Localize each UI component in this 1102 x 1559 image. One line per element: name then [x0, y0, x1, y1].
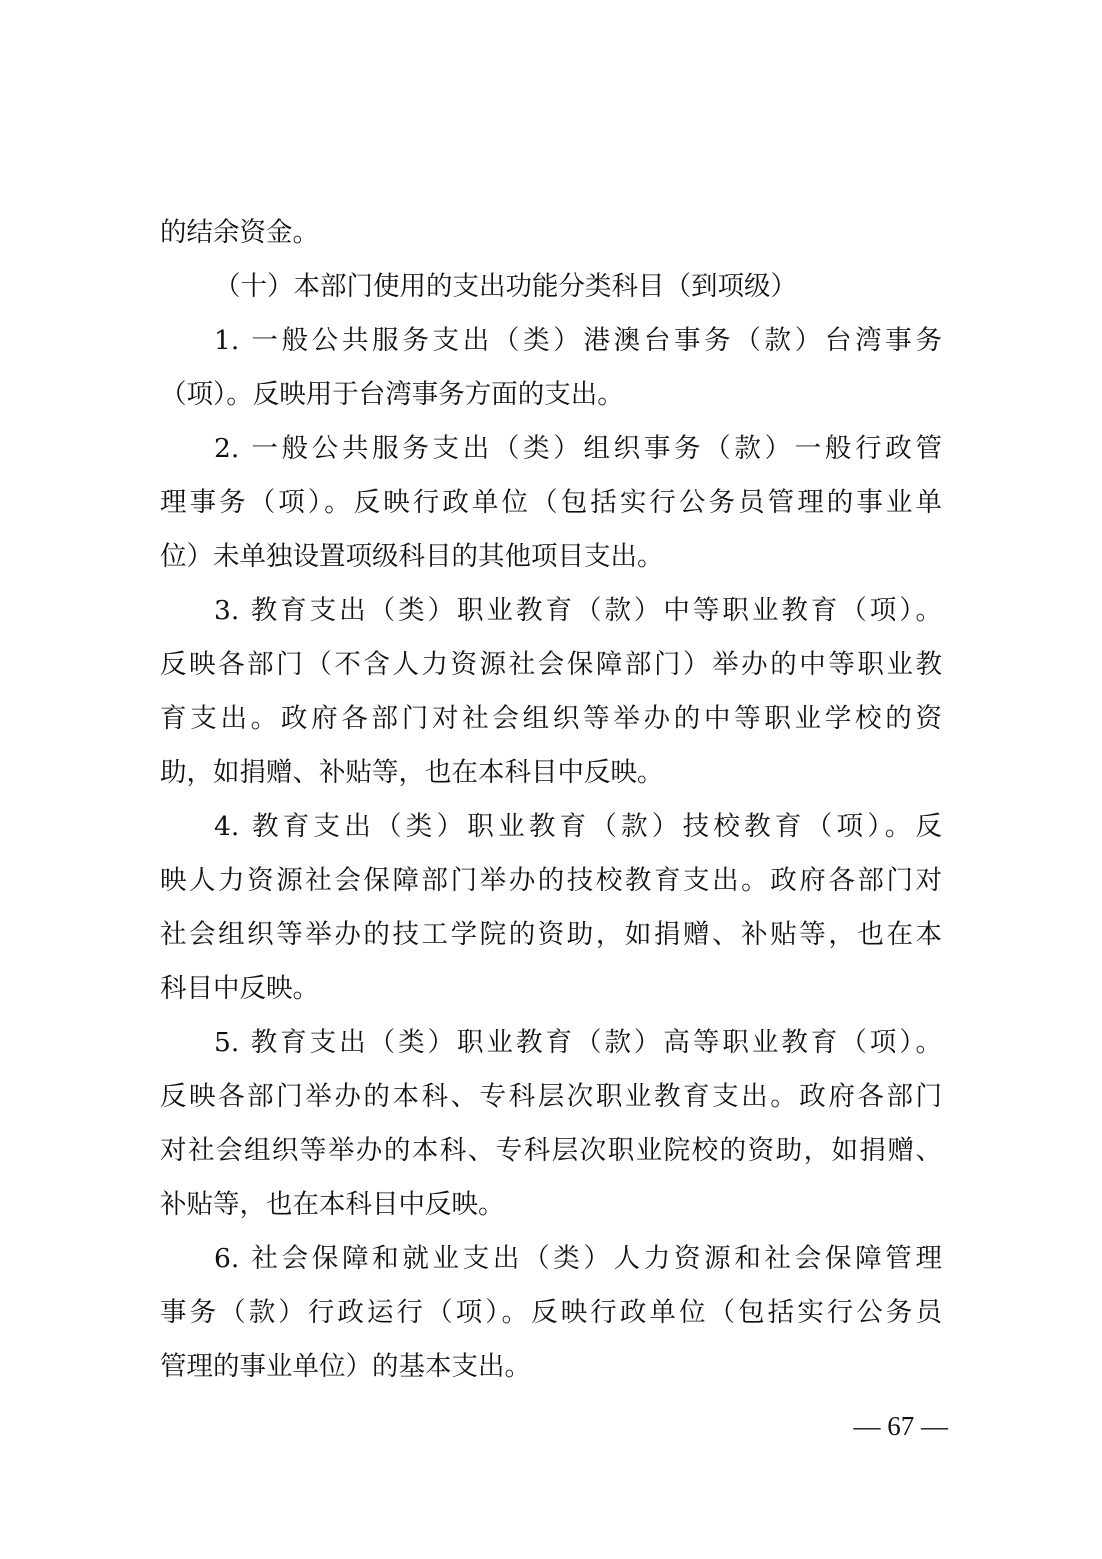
item-4-line-2: 映人力资源社会保障部门举办的技校教育支出。政府各部门对	[160, 865, 942, 896]
item-6-line-3: 管理的事业单位）的基本支出。	[160, 1351, 531, 1382]
item-2-line-3: 位）未单独设置项级科目的其他项目支出。	[160, 541, 664, 572]
page-number: — 67 —	[853, 1411, 948, 1441]
item-4-line-4: 科目中反映。	[160, 973, 319, 1004]
item-3-line-2: 反映各部门（不含人力资源社会保障部门）举办的中等职业教	[160, 649, 942, 680]
text-line-continuation: 的结余资金。	[160, 217, 319, 248]
item-3-line-4: 助，如捐赠、补贴等，也在本科目中反映。	[160, 757, 664, 788]
item-4-line-1: 4. 教育支出（类）职业教育（款）技校教育（项）。反	[214, 811, 942, 842]
item-3-line-3: 育支出。政府各部门对社会组织等举办的中等职业学校的资	[160, 703, 942, 734]
item-4-line-3: 社会组织等举办的技工学院的资助，如捐赠、补贴等，也在本	[160, 919, 942, 950]
item-2-line-2: 理事务（项）。反映行政单位（包括实行公务员管理的事业单	[160, 487, 942, 518]
item-5-line-4: 补贴等，也在本科目中反映。	[160, 1189, 505, 1220]
item-1-line-1: 1. 一般公共服务支出（类）港澳台事务（款）台湾事务	[214, 325, 942, 356]
item-1-line-2: （项）。反映用于台湾事务方面的支出。	[160, 379, 624, 410]
item-2-line-1: 2. 一般公共服务支出（类）组织事务（款）一般行政管	[214, 433, 942, 464]
item-3-line-1: 3. 教育支出（类）职业教育（款）中等职业教育（项）。	[214, 595, 942, 626]
item-5-line-3: 对社会组织等举办的本科、专科层次职业院校的资助，如捐赠、	[160, 1135, 942, 1166]
section-heading: （十）本部门使用的支出功能分类科目（到项级）	[214, 271, 797, 302]
item-5-line-1: 5. 教育支出（类）职业教育（款）高等职业教育（项）。	[214, 1027, 942, 1058]
item-6-line-2: 事务（款）行政运行（项）。反映行政单位（包括实行公务员	[160, 1297, 942, 1328]
item-5-line-2: 反映各部门举办的本科、专科层次职业教育支出。政府各部门	[160, 1081, 942, 1112]
item-6-line-1: 6. 社会保障和就业支出（类）人力资源和社会保障管理	[214, 1243, 942, 1274]
